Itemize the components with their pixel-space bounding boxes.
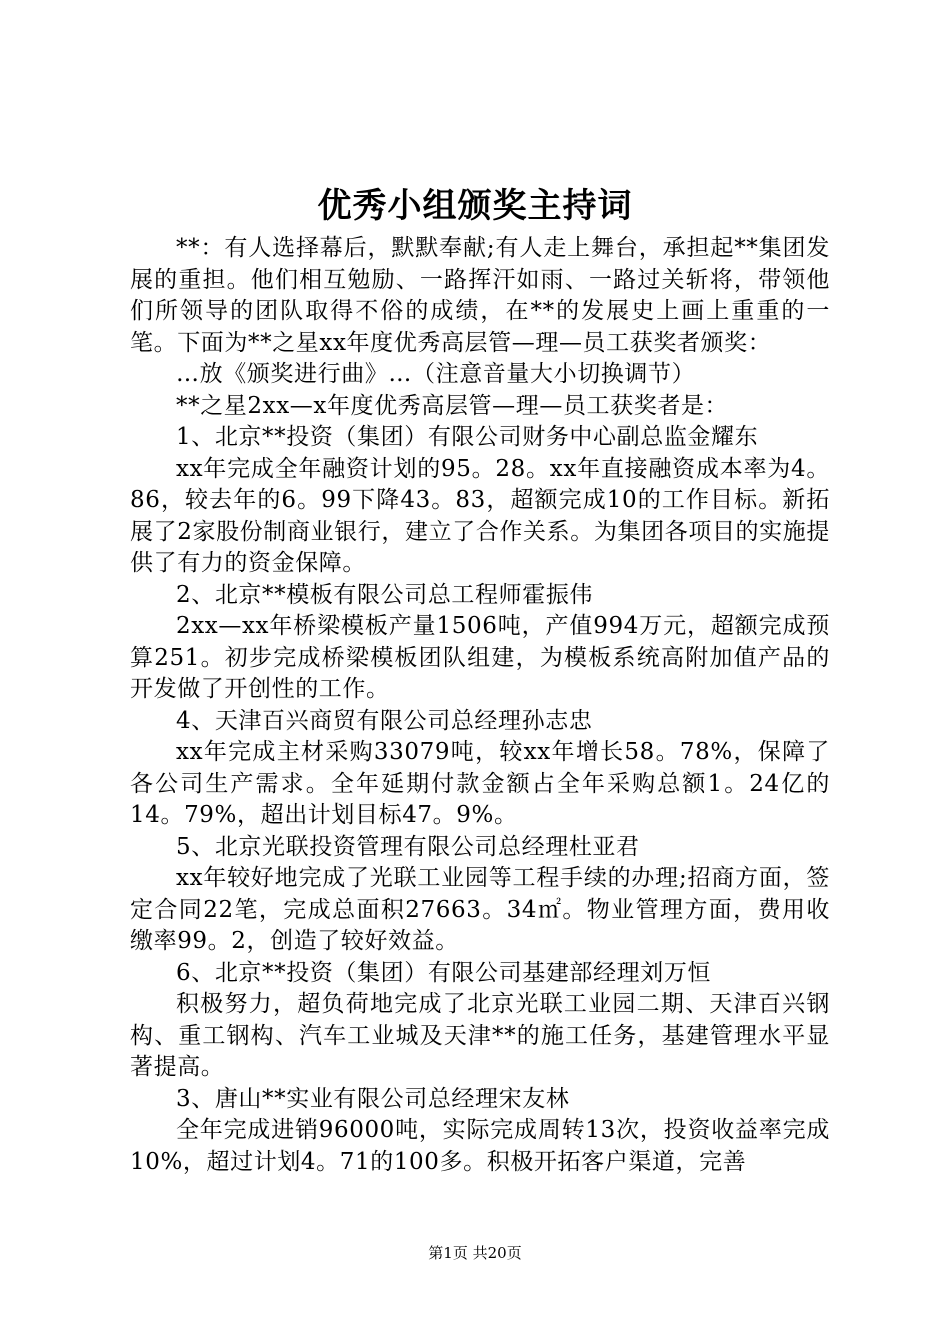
winner-heading-3: 3、唐山**实业有限公司总经理宋友林 [176, 1085, 570, 1112]
winner-heading-6: 6、北京**投资（集团）有限公司基建部经理刘万恒 [176, 959, 712, 986]
winner-description-5: xx年较好地完成了光联工业园等工程手续的办理;招商方面，签定合同22笔，完成总面积27663。34㎡。物业管理方面，费用收缴率99。2，创造了较好效益。 [130, 865, 830, 954]
paragraph-winners-heading: **之星2xx—x年度优秀高层管—理—员工获奖者是： [176, 392, 729, 419]
winner-description-2: 2xx—xx年桥梁模板产量1506吨，产值994万元，超额完成预算251。初步完成桥梁模板团队组建，为模板系统高附加值产品的开发做了开创性的工作。 [130, 613, 830, 702]
document-title: 优秀小组颁奖主持词 [317, 186, 633, 226]
paragraph-intro: **：有人选择幕后，默默奉献;有人走上舞台，承担起**集团发展的重担。他们相互勉励、一路挥汗如雨、一路过关斩将，带领他们所领导的团队取得不俗的成绩，在**的发展史上画上重重的一笔。下面为**之星xx年度优秀高层管—理—员工获奖者颁奖： [130, 235, 830, 356]
document-body [130, 233, 830, 1178]
winner-description-1: xx年完成全年融资计划的95。28。xx年直接融资成本率为4。86，较去年的6。99下降43。83，超额完成10的工作目标。新拓展了2家股份制商业银行，建立了合作关系。为集团各项目的实施提供了有力的资金保障。 [130, 455, 830, 576]
winner-heading-4: 4、天津百兴商贸有限公司总经理孙志忠 [176, 707, 593, 734]
winner-heading-5: 5、北京光联投资管理有限公司总经理杜亚君 [176, 833, 640, 860]
page-number-footer: 第1页 共20页 [428, 1244, 522, 1262]
winner-description-4: xx年完成主材采购33079吨，较xx年增长58。78%，保障了各公司生产需求。全年延期付款金额占全年采购总额1。24亿的14。79%，超出计划目标47。9%。 [130, 739, 830, 828]
winner-heading-1: 1、北京**投资（集团）有限公司财务中心副总监金耀东 [176, 424, 759, 450]
winner-description-6: 积极努力，超负荷地完成了北京光联工业园二期、天津百兴钢构、重工钢构、汽车工业城及天津**的施工任务，基建管理水平显著提高。 [130, 991, 830, 1080]
winner-heading-2: 2、北京**模板有限公司总工程师霍振伟 [176, 581, 594, 608]
winner-description-3: 全年完成进销96000吨，实际完成周转13次，投资收益率完成10%，超过计划4。71的100多。积极开拓客户渠道，完善 [130, 1117, 830, 1175]
paragraph-music-note: …放《颁奖进行曲》…（注意音量大小切换调节） [176, 361, 696, 387]
